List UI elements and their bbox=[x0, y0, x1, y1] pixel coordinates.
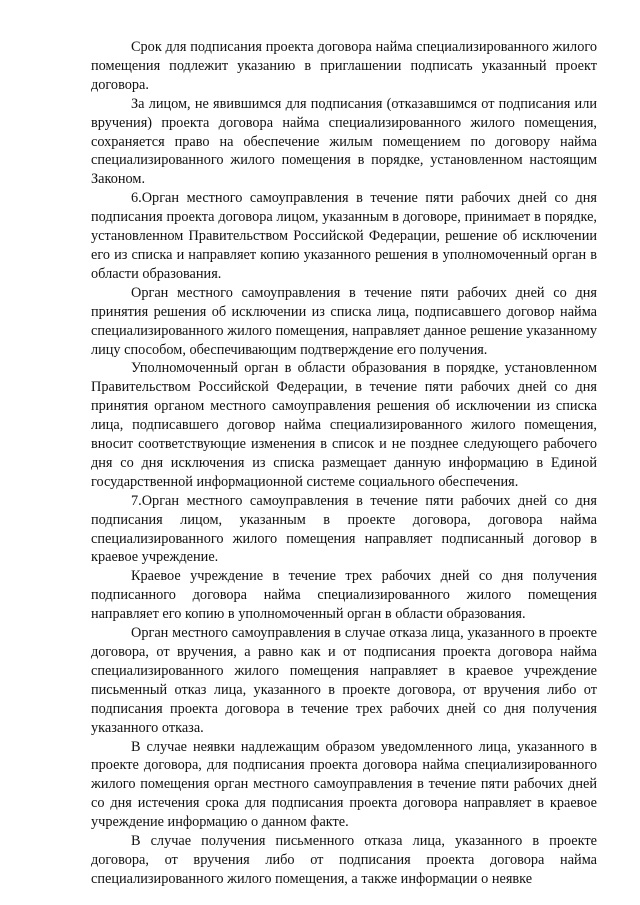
paragraph-signing-deadline: Срок для подписания проекта договора найма специализированного жилого помещения подлежит указанию в приглашении подписать указанный проект договора. bbox=[91, 39, 597, 93]
paragraph-item-7-contract-forwarding: 7.Орган местного самоуправления в течение пяти рабочих дней со дня подписания лицом, указанным в проекте договора, договора найма специализированного жилого помещения направляет подписанный договор в краевое учреждение. bbox=[91, 492, 597, 566]
paragraph-refusal-forwarding: Орган местного самоуправления в случае отказа лица, указанного в проекте договора, от вручения, а равно как и от подписания проекта договора найма специализированного жилого помещения направляет в краевое учреждение письменный отказ лица, указанного в проекте договора, от вручения либо от подписания проекта договора в течение трех рабочих дней со дня получения указанного отказа. bbox=[91, 625, 597, 736]
paragraph-item-6-exclusion-decision: 6.Орган местного самоуправления в течение пяти рабочих дней со дня подписания проекта договора лицом, указанным в договоре, принимает в порядке, установленном Правительством Российской Федерации, решение об исключении его из списка и направляет копию указанного решения в уполномоченный орган в области образования. bbox=[91, 190, 597, 282]
paragraph-copy-forwarding: Краевое учреждение в течение трех рабочих дней со дня получения подписанного договора найма специализированного жилого помещения направляет его копию в уполномоченный орган в области образования. bbox=[91, 568, 597, 623]
paragraph-decision-notice: Орган местного самоуправления в течение пяти рабочих дней со дня принятия решения об исключении из списка лица, подписавшего договор найма специализированного жилого помещения, направляет данное решение указанному лицу способом, обеспечивающим подтверждение его получения. bbox=[91, 284, 597, 358]
paragraph-right-retained: За лицом, не явившимся для подписания (отказавшимся от подписания или вручения) проекта договора найма специализированного жилого помещения, сохраняется право на обеспечение жилым помещением по договору найма специализированного жилого помещения в порядке, установленном настоящим Законом. bbox=[91, 95, 597, 188]
paragraph-list-update: Уполномоченный орган в области образования в порядке, установленном Правительством Российской Федерации, в течение пяти рабочих дней со дня принятия органом местного самоуправления решения об исключении из списка лица, подписавшего договор найма специализированного жилого помещения, вносит соответствующие изменения в список и не позднее следующего рабочего дня со дня исключения из списка размещает данную информацию в Единой государственной информационной системе социального обеспечения. bbox=[91, 360, 597, 490]
paragraph-written-refusal: В случае получения письменного отказа лица, указанного в проекте договора, от вручения либо от подписания проекта договора найма специализированного жилого помещения, а также информации о неявке bbox=[91, 833, 597, 887]
paragraph-non-appearance: В случае неявки надлежащим образом уведомленного лица, указанного в проекте договора, для подписания проекта договора найма специализированного жилого помещения орган местного самоуправления в течение пяти рабочих дней со дня истечения срока для подписания проекта договора направляет в краевое учреждение информацию о данном факте. bbox=[91, 738, 597, 831]
